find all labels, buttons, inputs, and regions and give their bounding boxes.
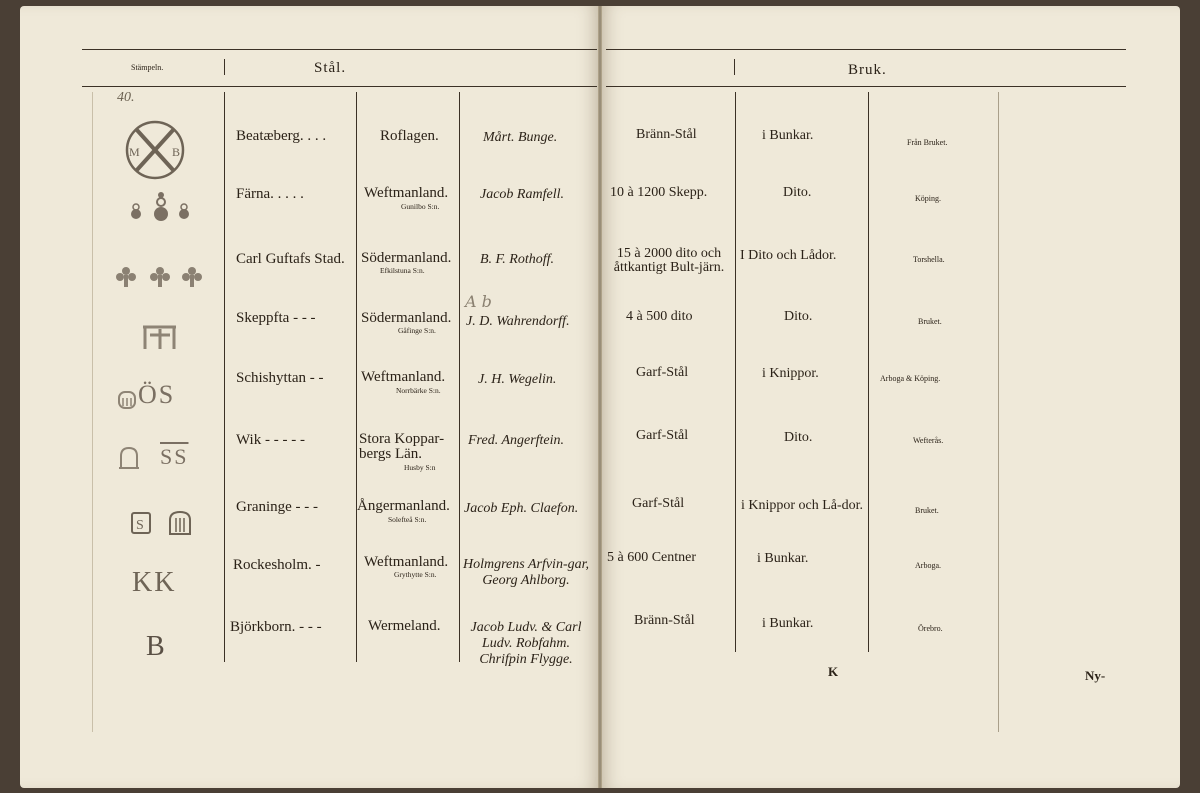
- col-line-6: [998, 92, 999, 732]
- destination: Wefterås.: [913, 436, 944, 445]
- place-name: Björkborn. - - -: [230, 619, 322, 635]
- page-number: 40.: [117, 90, 135, 105]
- packing: i Knippor och Lå-dor.: [740, 498, 864, 513]
- destination: Bruket.: [918, 317, 942, 326]
- product: Garf-Stål: [636, 365, 689, 380]
- owner: Jacob Ramfell.: [480, 187, 564, 202]
- owner: Jacob Eph. Claefon.: [464, 501, 579, 516]
- place-name: Beatæberg. . . .: [236, 128, 327, 144]
- stamp-mark-bell-os: [117, 388, 137, 410]
- header-divider-right: [734, 59, 735, 75]
- packing: Dito.: [784, 430, 813, 445]
- parish: Norrbärke S:n.: [396, 386, 441, 395]
- header-stal: Stål.: [314, 60, 347, 76]
- header-top-rule-right: [606, 49, 1126, 50]
- col-line-5: [868, 92, 869, 652]
- place-name: Färna. . . . .: [236, 186, 304, 202]
- province: Södermanland.: [361, 310, 452, 326]
- stamp-mark-kk: KK: [132, 567, 177, 598]
- packing: i Bunkar.: [762, 616, 814, 631]
- stamp-mark-ss-text: $\overline{SS}$: [160, 444, 189, 469]
- parish: Husby S:n: [404, 463, 436, 472]
- packing: i Bunkar.: [757, 551, 809, 566]
- header-divider: [224, 59, 225, 75]
- packing: Dito.: [783, 185, 812, 200]
- svg-text:S: S: [136, 518, 144, 533]
- destination: Bruket.: [915, 506, 939, 515]
- col-line-1: [224, 92, 225, 662]
- product: Garf-Stål: [632, 496, 685, 511]
- place-name: Rockesholm. -: [233, 557, 321, 573]
- destination: Torshella.: [913, 255, 945, 264]
- product: 5 à 600 Centner: [607, 550, 697, 565]
- product: 4 à 500 dito: [626, 309, 693, 324]
- packing: i Knippor.: [762, 366, 819, 381]
- owner: Holmgrens Arfvin-gar, Georg Ahlborg.: [463, 557, 589, 588]
- packing: Dito.: [784, 309, 813, 324]
- stamp-mark-os-text: ÖS: [138, 380, 176, 409]
- parish: Gunilbo S:n.: [401, 202, 440, 211]
- province: Ångermanland.: [357, 498, 450, 514]
- product: Bränn-Stål: [634, 613, 695, 628]
- packing: i Bunkar.: [762, 128, 814, 143]
- stamp-mark-gate: [140, 321, 180, 351]
- col-line-4: [735, 92, 736, 652]
- owner: J. H. Wegelin.: [478, 372, 557, 387]
- product: Garf-Stål: [636, 428, 689, 443]
- col-line-3: [459, 92, 460, 662]
- parish: Gåfinge S:n.: [398, 326, 436, 335]
- province: Weftmanland.: [364, 185, 449, 201]
- header-top-rule: [82, 49, 597, 50]
- left-page: [20, 6, 600, 788]
- place-name: Carl Guftafs Stad.: [236, 251, 345, 267]
- destination: Örebro.: [918, 624, 943, 633]
- province: Weftmanland.: [364, 554, 449, 570]
- product: Bränn-Stål: [636, 127, 697, 142]
- header-bottom-rule-right: [606, 86, 1126, 87]
- parish: Efkilstuna S:n.: [380, 266, 425, 275]
- stamp-column-border: [92, 92, 93, 732]
- col-line-2: [356, 92, 357, 662]
- stamp-mark-bell: [118, 446, 140, 470]
- product: 10 à 1200 Skepp.: [610, 185, 708, 200]
- destination: Köping.: [915, 194, 941, 203]
- owner: Jacob Ludv. & Carl Ludv. Robfahm. Chrifpin Flygge.: [470, 620, 582, 667]
- province: Roflagen.: [380, 128, 439, 144]
- margin-note: A b: [465, 292, 492, 311]
- header-stampeln: Stämpeln.: [131, 63, 164, 72]
- stamp-mark-circle-mb: [117, 118, 197, 184]
- owner: Mårt. Bunge.: [483, 130, 558, 145]
- destination: Arboga.: [915, 561, 941, 570]
- place-name: Graninge - - -: [236, 499, 319, 515]
- province: Stora Koppar-bergs Län.: [359, 431, 445, 462]
- place-name: Skeppfta - - -: [236, 310, 316, 326]
- parish: Grythytte S:n.: [394, 570, 437, 579]
- owner: Fred. Angerftein.: [468, 433, 565, 448]
- signature-mark: K: [828, 664, 839, 679]
- book-gutter: [598, 6, 602, 788]
- stamp-mark-three-crosses: [114, 263, 204, 291]
- packing: I Dito och Lådor.: [740, 248, 837, 263]
- province: Södermanland.: [361, 250, 452, 266]
- header-bottom-rule: [82, 86, 597, 87]
- province: Wermeland.: [368, 618, 441, 634]
- place-name: Wik - - - - -: [236, 432, 305, 448]
- province: Weftmanland.: [361, 369, 446, 385]
- stamp-letter-m: M: [129, 145, 140, 159]
- stamp-mark-three-rings: [128, 190, 198, 230]
- destination: Från Bruket.: [907, 138, 948, 147]
- product: 15 à 2000 dito och åttkantigt Bult-järn.: [613, 246, 725, 275]
- parish: Solefteå S:n.: [388, 515, 427, 524]
- stamp-letter-b: B: [172, 145, 181, 159]
- catchword: Ny-: [1085, 668, 1106, 683]
- stamp-mark-b: B: [146, 631, 167, 662]
- owner: B. F. Rothoff.: [480, 252, 555, 267]
- destination: Arboga & Köping.: [880, 374, 941, 383]
- owner: J. D. Wahrendorff.: [466, 314, 570, 329]
- stamp-mark-s-boxes: [130, 510, 196, 536]
- place-name: Schishyttan - -: [236, 370, 324, 386]
- header-bruk: Bruk.: [848, 62, 887, 78]
